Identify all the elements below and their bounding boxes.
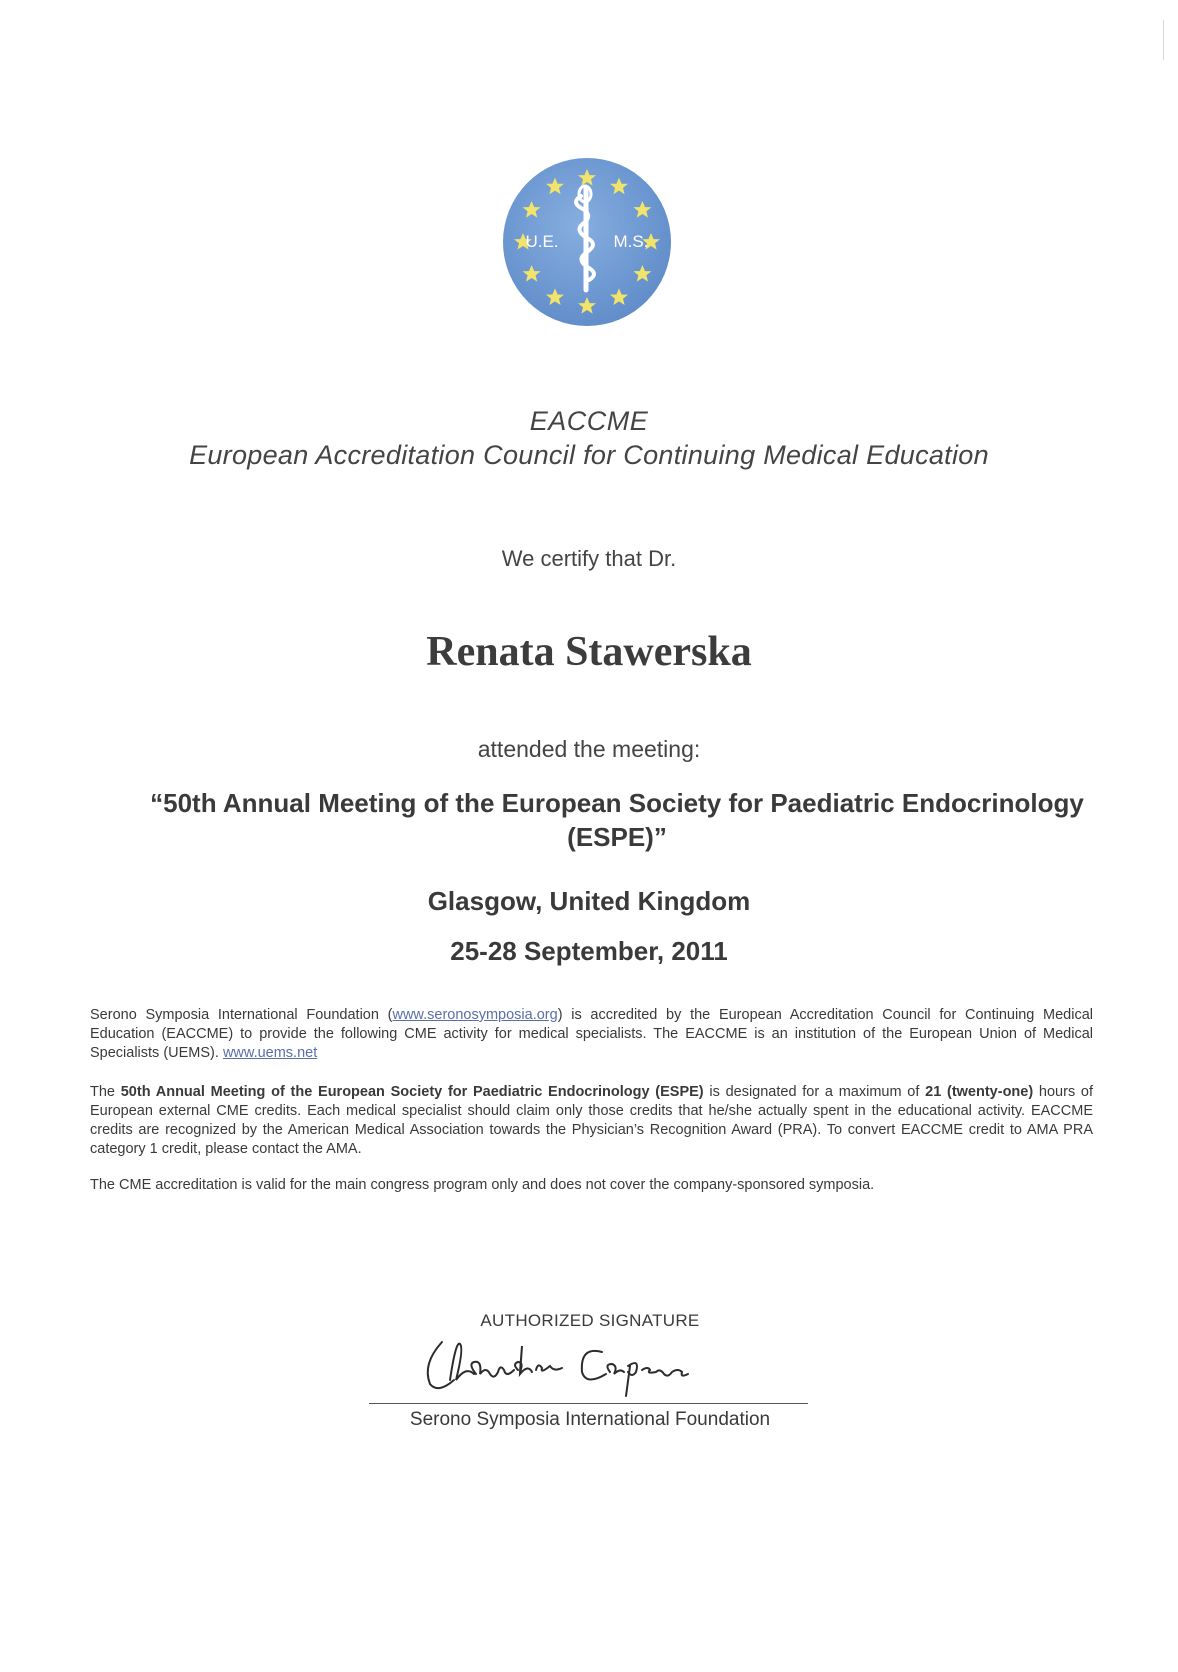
p2-text-a: The — [90, 1084, 121, 1100]
p1-text-b: ) is accredited by the European Accreditation Council for Continuing Medical Education (EACCME) to provide the following CME activity for medical specialists. The EACCME is an institution of the European Union of Medical Specialists (UEMS). — [90, 1007, 1094, 1061]
accreditation-paragraph — [90, 1006, 1093, 1063]
attended-text: attended the meeting: — [477, 736, 701, 762]
p2-text-c: hours of European external CME credits. Each medical specialist should claim only those credits that he/she actually spent in the educational activity. EACCME credits are recognized by the American Medical Association towards the Physician’s Recognition Award (PRA). To convert EACCME credit to AMA PRA category 1 credit, please contact the AMA. — [90, 1084, 1094, 1157]
certify-text: We certify that Dr. — [501, 546, 677, 571]
p1-text-a: Serono Symposia International Foundation ( — [90, 1007, 393, 1023]
meeting-dates: 25-28 September, 2011 — [450, 936, 728, 966]
uems-website-link[interactable]: www.uems.net — [222, 1045, 318, 1061]
meeting-title: “50th Annual Meeting of the European Society for Paediatric Endocrinology (ESPE)” — [150, 788, 1084, 852]
p2-credit-count: 21 (twenty-one) — [925, 1084, 1034, 1100]
handwritten-signature — [420, 1330, 750, 1400]
org-abbreviation: EACCME — [529, 406, 649, 436]
org-full-name: European Accreditation Council for Continuing Medical Education — [189, 440, 989, 470]
signature-organization: Serono Symposia International Foundation — [409, 1409, 771, 1430]
meeting-location: Glasgow, United Kingdom — [427, 886, 751, 916]
scan-edge-line — [1163, 20, 1164, 60]
p2-meeting-name: 50th Annual Meeting of the European Society for Paediatric Endocrinology (ESPE) — [120, 1084, 704, 1100]
recipient-name: Renata Stawerska — [426, 629, 752, 675]
credits-paragraph — [90, 1083, 1093, 1159]
validity-paragraph: The CME accreditation is valid for the main congress program only and does not cover the company-sponsored symposia. — [90, 1177, 875, 1193]
logo-right-text: M.S. — [613, 232, 649, 251]
signature-line — [369, 1403, 808, 1404]
signature-label: AUTHORIZED SIGNATURE — [480, 1311, 700, 1330]
logo-left-text: U.E. — [525, 232, 559, 251]
uems-logo — [497, 150, 677, 334]
p2-text-b: is designated for a maximum of — [703, 1084, 926, 1100]
serono-website-link[interactable]: www.seronosymposia.org — [392, 1007, 558, 1023]
